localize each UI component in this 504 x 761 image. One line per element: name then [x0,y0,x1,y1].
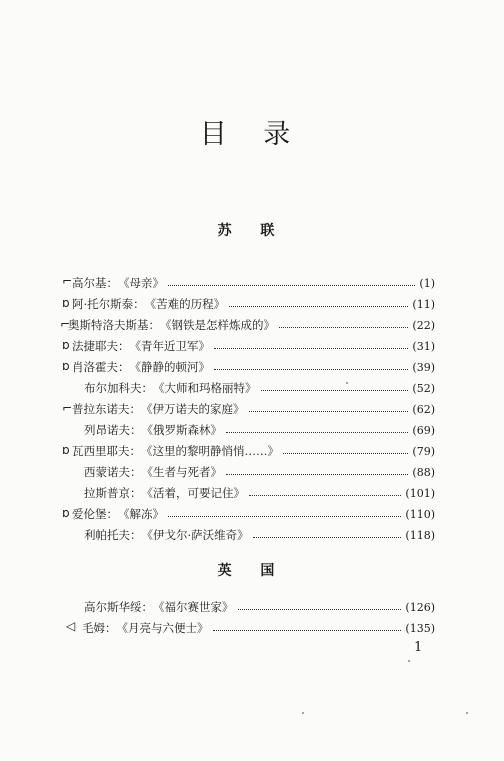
handwritten-check-mark: ɒ [62,506,70,520]
toc-entry-work: 《大师和玛格丽特》 [153,381,257,395]
toc-entry-author: 布尔加科夫： [84,381,153,395]
toc-entry-author: 列昂诺夫： [84,423,142,437]
dot-leader [168,515,401,517]
dot-leader [249,410,409,412]
dot-leader [279,326,408,328]
toc-entry[interactable] [68,316,435,334]
dot-leader [168,284,415,286]
section-heading-uk: 英 国 [217,563,287,579]
page-title: 目 录 [199,119,305,150]
toc-entry-page: (79) [412,444,435,458]
scan-speck [346,382,348,384]
toc-entry-page: (52) [412,381,435,395]
toc-entry-work: 《伊戈尔·萨沃维奇》 [141,528,249,542]
toc-entry[interactable] [72,442,435,460]
handwritten-check-mark: ɒ [62,443,70,457]
handwritten-check-mark: ɒ [62,296,70,310]
toc-entry-page: (11) [412,297,435,311]
toc-entry-author: 奥斯特洛夫斯基： [68,318,160,332]
toc-entry-page: (118) [405,528,435,542]
toc-entry-work: 《这里的黎明静悄悄……》 [141,444,279,458]
toc-entry[interactable] [84,463,435,481]
toc-entry-work: 《钢铁是怎样炼成的》 [160,318,275,332]
handwritten-check-mark: ɒ [62,359,70,373]
toc-entry-page: (135) [405,621,435,635]
section-heading-ussr: 苏 联 [217,223,287,239]
toc-entry-author: 高尔基： [72,276,118,290]
toc-entry-page: (1) [419,276,435,290]
toc-entry-page: (39) [412,360,435,374]
toc-entry-page: (88) [412,465,435,479]
toc-entry-work: 《伊万诺夫的家庭》 [141,402,245,416]
dot-leader [213,629,402,631]
toc-entry-page: (69) [412,423,435,437]
toc-entry-page: (101) [405,486,435,500]
toc-entry-author: 毛姆： [82,621,117,635]
toc-entry-author: 阿·托尔斯泰： [72,297,145,311]
scan-speck [466,712,468,714]
toc-entry-author: 普拉东诺夫： [72,402,141,416]
toc-entry-author: 利帕托夫： [84,528,142,542]
dot-leader [283,452,408,454]
dot-leader [226,431,408,433]
toc-entry[interactable] [72,295,435,313]
toc-entry-page: (62) [412,402,435,416]
toc-entry-work: 《解冻》 [118,507,164,521]
toc-entry-author: 西蒙诺夫： [84,465,142,479]
toc-entry[interactable] [72,505,435,523]
toc-entry-work: 《月亮与六便士》 [116,621,209,635]
handwritten-check-mark: ⌐ [60,317,71,331]
toc-entry[interactable] [84,526,435,544]
toc-entry-page: (22) [412,318,435,332]
toc-entry-work: 《福尔赛世家》 [153,600,234,614]
toc-entry[interactable] [82,619,435,637]
toc-entry[interactable] [72,274,435,292]
dot-leader [249,494,401,496]
toc-entry-author: 拉斯普京： [84,486,142,500]
toc-entry-work: 《母亲》 [118,276,164,290]
toc-entry-author: 爱伦堡： [72,507,118,521]
toc-entry-work: 《活着，可要记住》 [141,486,245,500]
toc-entry-work: 《苦难的历程》 [144,297,226,311]
toc-entry-page: (110) [405,507,435,521]
toc-entry-author: 高尔斯华绥： [84,600,153,614]
toc-entry-author: 肖洛霍夫： [72,360,130,374]
handwritten-check-mark: ⌐ [62,401,73,415]
dot-leader [214,368,408,370]
toc-entry[interactable] [72,358,435,376]
dot-leader [253,536,402,538]
toc-entry[interactable] [72,400,435,418]
toc-entry-work: 《青年近卫军》 [129,339,210,353]
page-number: 1 [414,640,423,655]
toc-entry[interactable] [84,379,435,397]
toc-entry[interactable] [84,484,435,502]
handwritten-check-mark: ◁ [66,619,76,633]
dot-leader [238,608,402,610]
toc-entry-work: 《俄罗斯森林》 [141,423,222,437]
scan-speck [408,660,410,662]
toc-entry-author: 瓦西里耶夫： [72,444,141,458]
handwritten-check-mark: ⌐ [62,274,73,288]
toc-entry[interactable] [84,598,435,616]
toc-entry-page: (126) [405,600,435,614]
toc-entry-page: (31) [412,339,435,353]
toc-entry[interactable] [84,421,435,439]
toc-entry-author: 法捷耶夫： [72,339,130,353]
dot-leader [261,389,409,391]
dot-leader [229,305,408,307]
handwritten-check-mark: ɒ [62,338,70,352]
toc-entry-work: 《静静的顿河》 [129,360,210,374]
toc-entry[interactable] [72,337,435,355]
dot-leader [226,473,408,475]
scan-speck [302,712,304,714]
toc-entry-work: 《生者与死者》 [141,465,222,479]
dot-leader [214,347,408,349]
